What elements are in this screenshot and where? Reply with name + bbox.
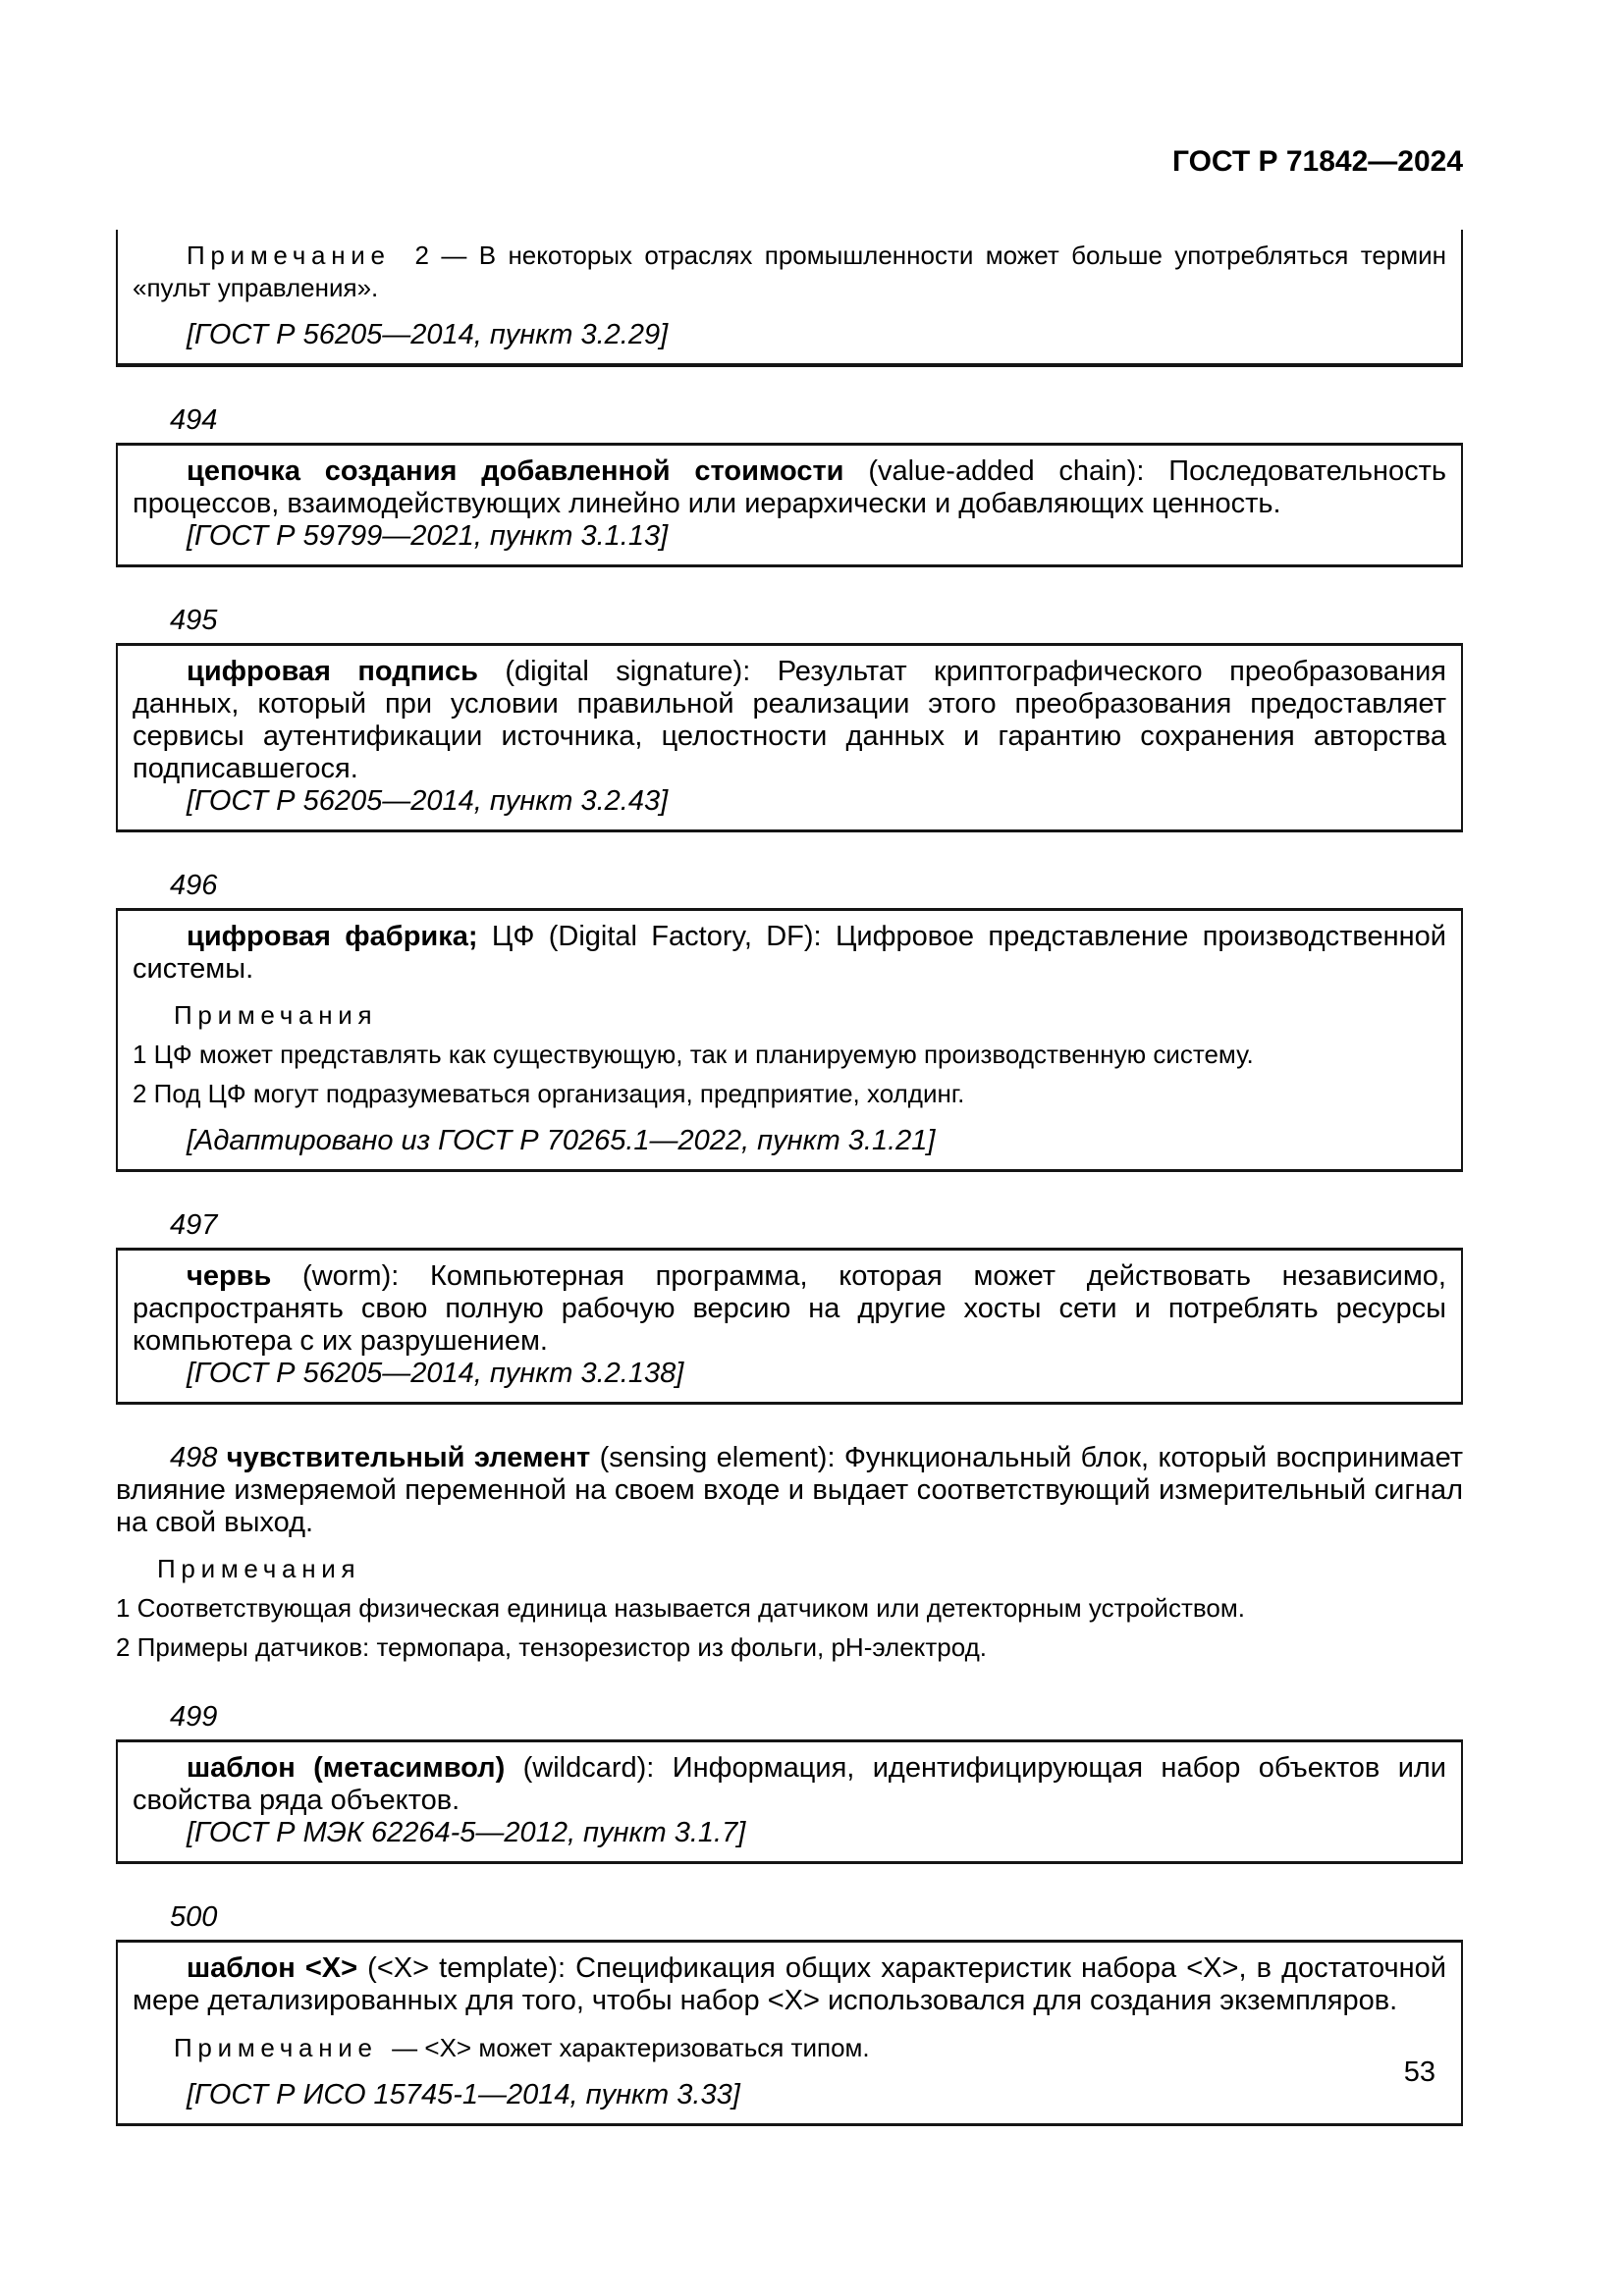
entry-note [133, 240, 1446, 304]
definition-text: Спецификация общих характеристик набора <X>, в достаточной мере детализированных для того, чтобы набор <X> использовался для создания экземпляров. [133, 1952, 1446, 2016]
entry-498 [116, 1442, 1463, 1664]
entry-box-continued [116, 230, 1463, 367]
entry-definition [133, 1752, 1446, 1817]
note-item-1: 1 ЦФ может представлять как существующую, так и планируемую производственную систему. [133, 1040, 1254, 1069]
entry-definition [133, 656, 1446, 785]
term-abbr: ЦФ [491, 921, 535, 952]
note-number: 2 [414, 240, 429, 270]
entry-box-500 [116, 1940, 1463, 2126]
term-en: (digital signature): [505, 656, 751, 687]
definition-text: Функциональный блок, который воспринимает влияние измеряемой переменной на своем входе и выдает соответствующий измерительный сигнал на свой выход. [116, 1442, 1464, 1538]
note-dash: — [392, 2033, 418, 2062]
entry-definition [133, 921, 1446, 986]
entry-box-499 [116, 1739, 1463, 1864]
term-ru: цифровая подпись [187, 656, 478, 687]
term-en: (value-added chain): [868, 455, 1145, 487]
page-header [116, 0, 1463, 179]
entry-number-496: 496 [170, 870, 218, 901]
definition-text: Последовательность процессов, взаимодействующих линейно или иерархически и добавляющих ценность. [133, 455, 1446, 519]
entry-note [133, 2032, 1446, 2064]
definition-text: Информация, идентифицирующая набор объектов или свойства ряда объектов. [133, 1752, 1447, 1816]
definition-text: Цифровое представление производственной системы. [133, 921, 1446, 985]
term-en: (worm): [302, 1260, 400, 1292]
note-label: Примечание [174, 2033, 378, 2062]
term-ru: шаблон <X> [187, 1952, 358, 1984]
entry-source: [ГОСТ Р 56205—2014, пункт 3.2.29] [187, 319, 669, 350]
note-dash: — [441, 240, 467, 270]
note-label: Примечание [187, 240, 391, 270]
entry-source: [Адаптировано из ГОСТ Р 70265.1—2022, пункт 3.1.21] [187, 1125, 936, 1156]
page-number: 53 [1403, 2056, 1435, 2088]
entry-number-495: 495 [170, 605, 218, 636]
entry-number-497: 497 [170, 1209, 218, 1241]
entry-source: [ГОСТ Р 59799—2021, пункт 3.1.13] [187, 520, 669, 552]
term-ru: чувствительный элемент [226, 1442, 591, 1473]
term-en: (Digital Factory, DF): [548, 921, 822, 952]
entry-number-498: 498 [170, 1442, 218, 1473]
term-en: (<X> template): [367, 1952, 567, 1984]
term-ru: цифровая фабрика; [187, 921, 478, 952]
term-ru: цепочка создания добавленной стоимости [187, 455, 844, 487]
entry-source: [ГОСТ Р 56205—2014, пункт 3.2.43] [187, 785, 669, 817]
entry-box-496 [116, 908, 1463, 1172]
entry-number-499: 499 [170, 1701, 218, 1733]
entry-definition [133, 455, 1446, 520]
entry-box-495 [116, 643, 1463, 832]
term-en: (wildcard): [522, 1752, 655, 1784]
entry-box-497 [116, 1248, 1463, 1405]
standard-designation: ГОСТ Р 71842—2024 [1171, 145, 1463, 178]
note-text: <X> может характеризоваться типом. [424, 2033, 870, 2062]
entry-source: [ГОСТ Р ИСО 15745-1—2014, пункт 3.33] [187, 2079, 740, 2110]
entry-definition [116, 1442, 1463, 1539]
note-item-2: 2 Под ЦФ могут подразумеваться организация, предприятие, холдинг. [133, 1079, 965, 1108]
term-ru: червь [187, 1260, 272, 1292]
entry-definition [133, 1952, 1446, 2017]
entry-number-494: 494 [170, 404, 218, 436]
note-item-1: 1 Соответствующая физическая единица называется датчиком или детекторным устройством. [116, 1593, 1245, 1623]
entry-number-500: 500 [170, 1901, 218, 1933]
term-en: (sensing element): [599, 1442, 836, 1473]
page-content [116, 0, 1463, 2126]
entry-source: [ГОСТ Р МЭК 62264-5—2012, пункт 3.1.7] [187, 1817, 746, 1848]
notes-header: Примечания [157, 1554, 361, 1583]
entry-box-494 [116, 443, 1463, 567]
definition-text: Результат криптографического преобразования данных, который при условии правильной реализации этого преобразования предоставляет сервисы аутентификации источника, целостности данных и гарантию сохранения авторства подписавшегося. [133, 656, 1446, 784]
entry-definition [133, 1260, 1446, 1358]
term-ru: шаблон (метасимвол) [187, 1752, 506, 1784]
entry-source: [ГОСТ Р 56205—2014, пункт 3.2.138] [187, 1358, 684, 1389]
note-text: В некоторых отраслях промышленности может больше употребляться термин «пульт управления». [133, 240, 1446, 302]
note-item-2: 2 Примеры датчиков: термопара, тензорезистор из фольги, pH-электрод. [116, 1632, 987, 1662]
notes-header: Примечания [174, 1000, 378, 1030]
definition-text: Компьютерная программа, которая может действовать независимо, распространять свою полную рабочую версию на другие хосты сети и потреблять ресурсы компьютера с их разрушением. [133, 1260, 1446, 1357]
